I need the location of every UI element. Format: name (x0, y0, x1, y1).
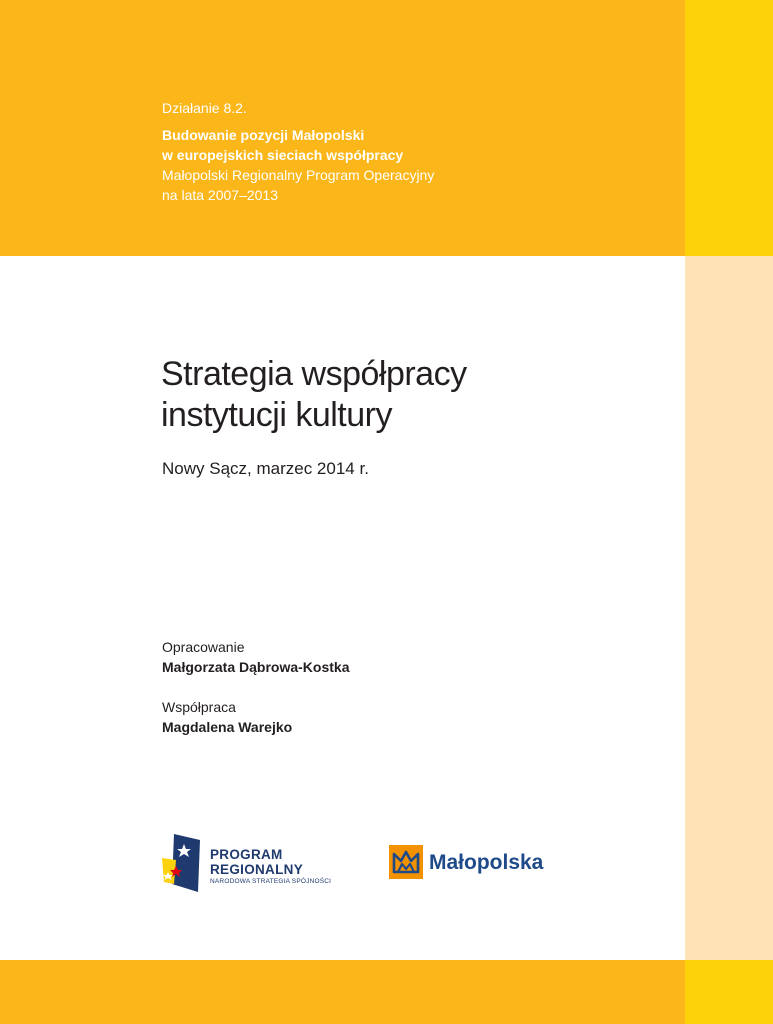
program-regionalny-text (210, 847, 331, 887)
side-strip-top (685, 0, 773, 256)
malopolska-text: Małopolska (429, 851, 544, 874)
action-title-line2: w europejskich sieciach współpracy (162, 147, 404, 163)
prepared-label: Opracowanie (162, 639, 245, 655)
program-regionalny-logo (160, 832, 360, 892)
pr-line2: REGIONALNY (210, 862, 304, 877)
program-line1: Małopolski Regionalny Program Operacyjny (162, 167, 435, 183)
credits (162, 637, 562, 737)
credits-spacer (162, 677, 562, 697)
side-strip-middle (685, 256, 773, 960)
action-label: Działanie 8.2. (162, 100, 247, 116)
side-strip-bottom (685, 960, 773, 1024)
title-line2: instytucji kultury (161, 396, 392, 434)
program-info (162, 98, 662, 205)
malopolska-logo (389, 845, 559, 881)
program-line2: na lata 2007–2013 (162, 187, 278, 203)
title-line1: Strategia współpracy (161, 355, 467, 393)
footer-band (0, 960, 685, 1024)
pr-line3: NARODOWA STRATEGIA SPÓJNOŚCI (210, 878, 332, 885)
place-date: Nowy Sącz, marzec 2014 r. (162, 459, 369, 478)
document-title (161, 354, 661, 436)
cooperation-label: Współpraca (162, 699, 236, 715)
malopolska-crown-icon (389, 845, 423, 879)
program-regionalny-logo-icon (160, 832, 204, 892)
prepared-name: Małgorzata Dąbrowa-Kostka (162, 659, 350, 675)
action-title-line1: Budowanie pozycji Małopolski (162, 127, 365, 143)
pr-line1: PROGRAM (210, 847, 283, 862)
cooperation-name: Magdalena Warejko (162, 719, 293, 735)
